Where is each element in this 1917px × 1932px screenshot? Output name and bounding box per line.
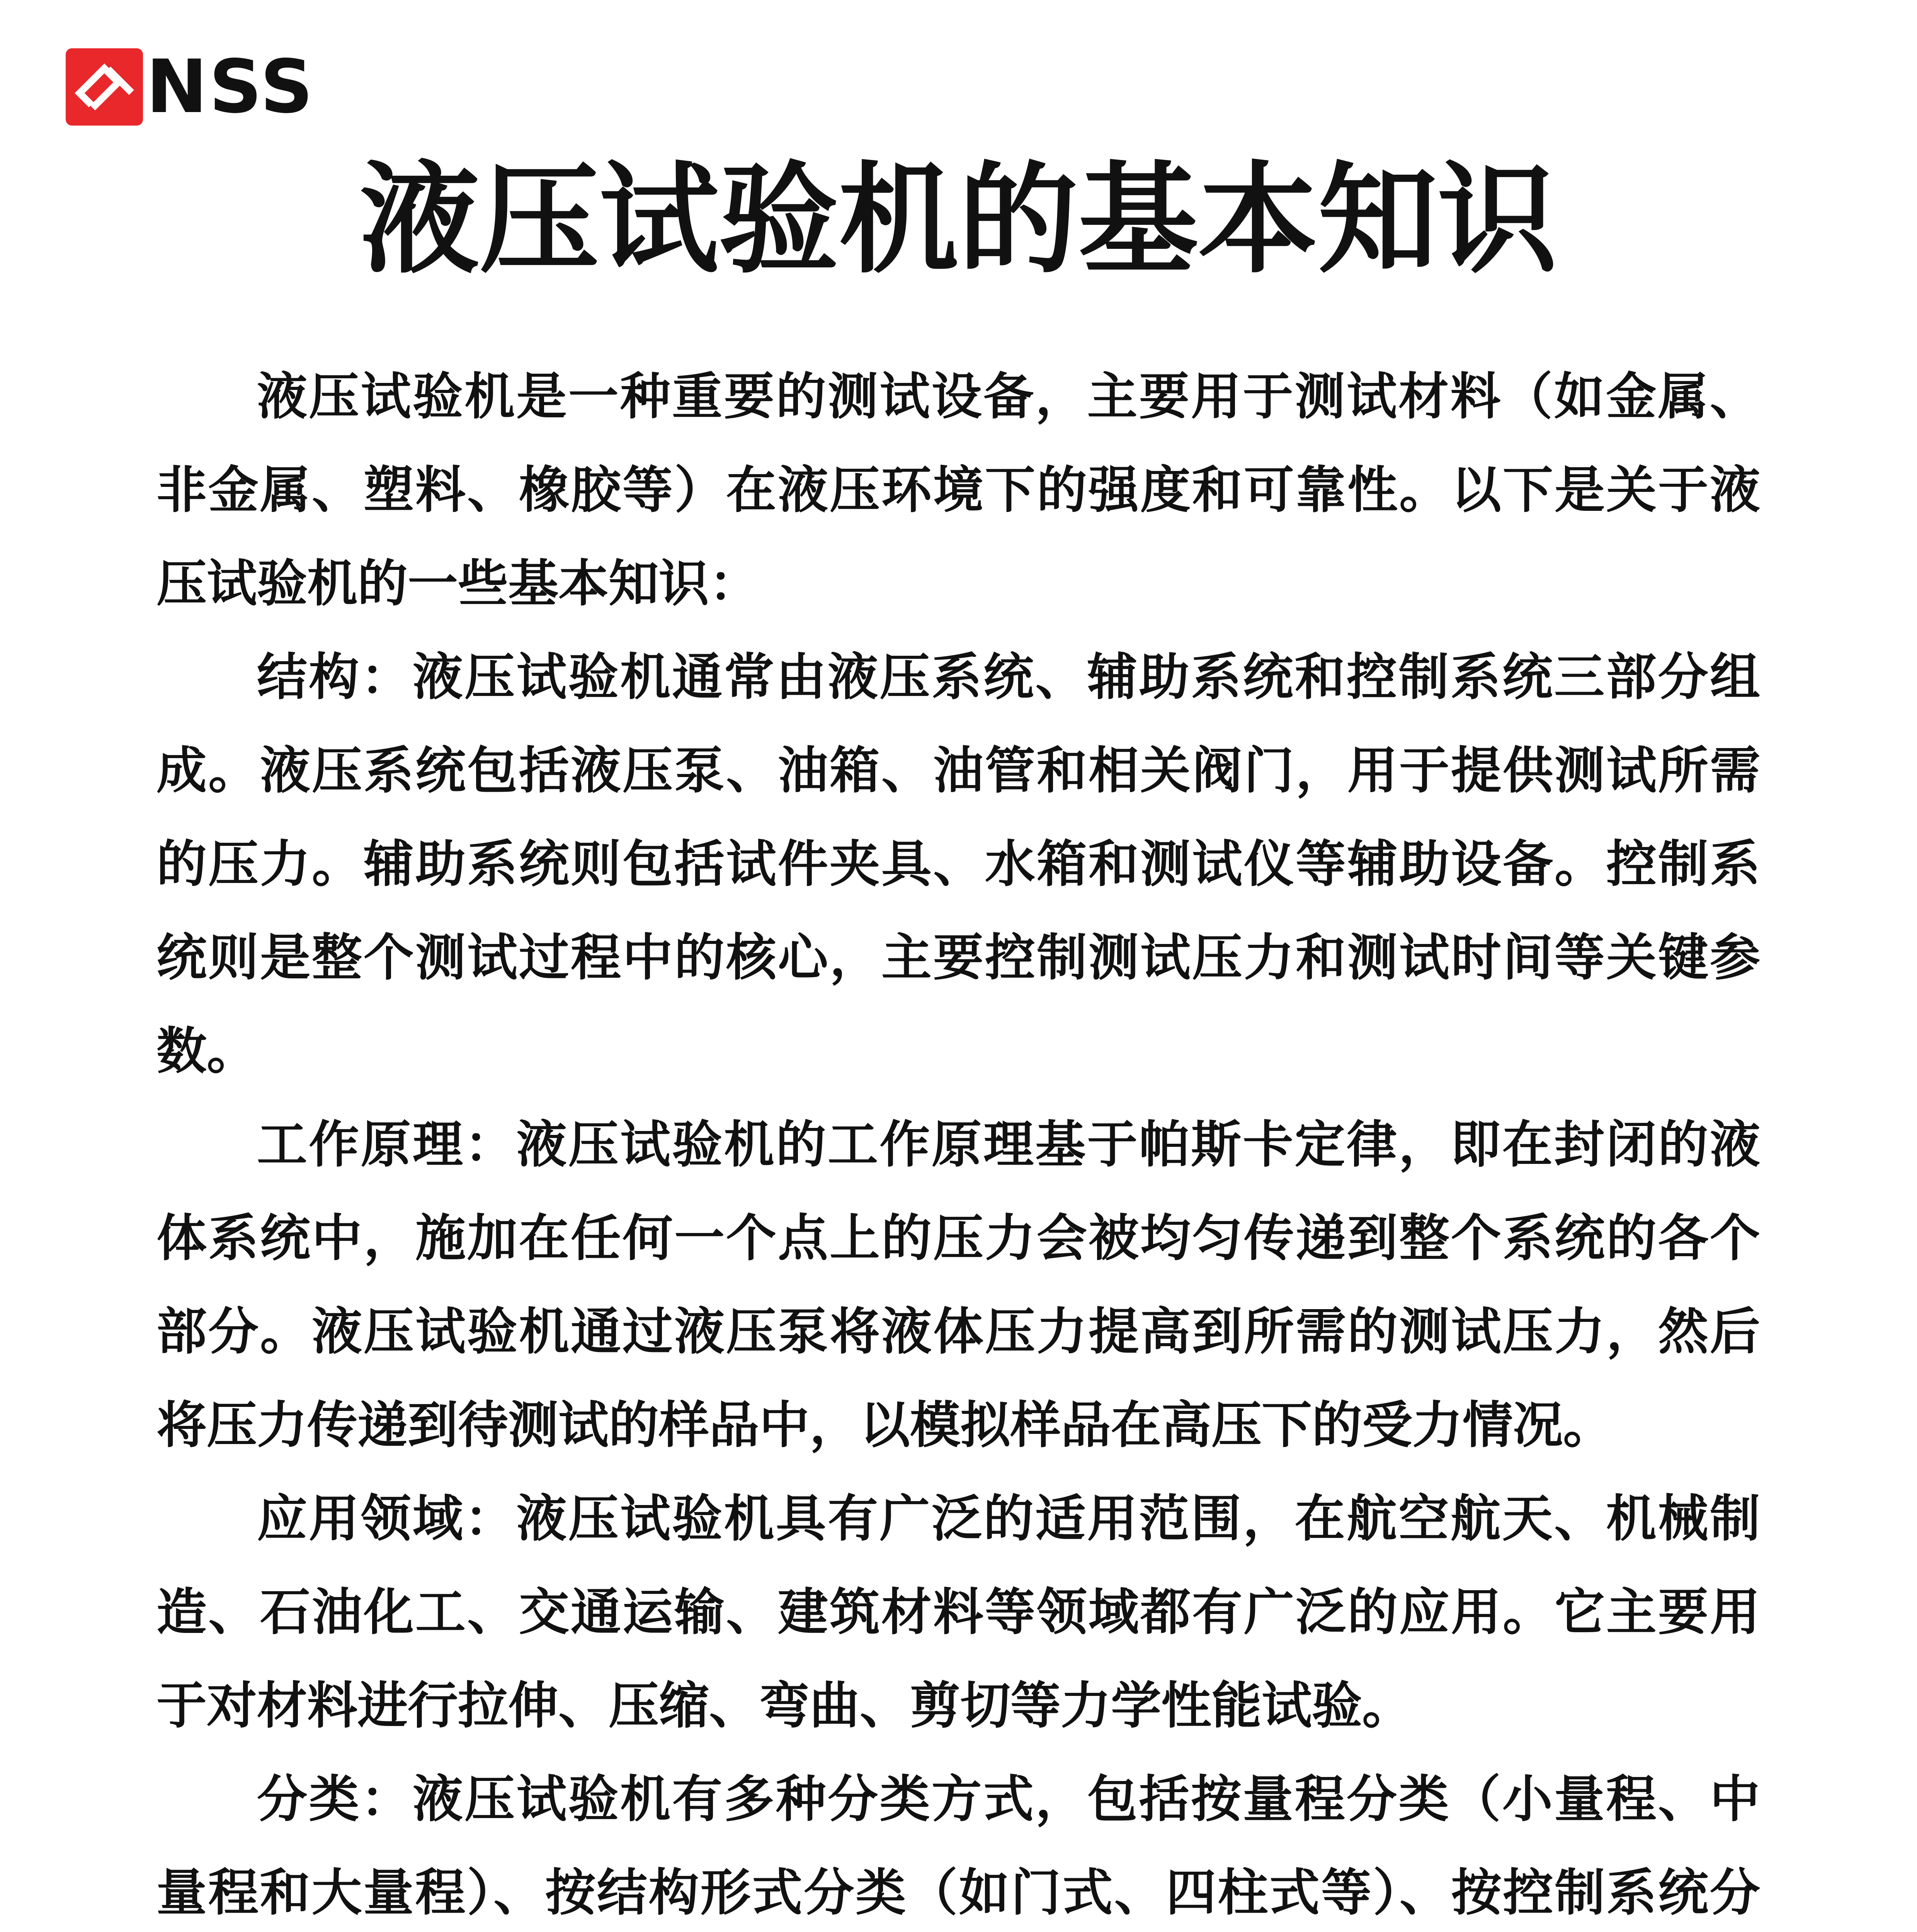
- structure-paragraph: 结构：液压试验机通常由液压系统、辅助系统和控制系统三部分组成。液压系统包括液压泵、油箱、油管和相关阀门，用于提供测试所需的压力。辅助系统则包括试件夹具、水箱和测试仪等辅助设备。控制系统则是整个测试过程中的核心，主要控制测试压力和测试时间等关键参数。: [156, 648, 1760, 1080]
- page-title: 液压试验机的基本知识: [359, 150, 1558, 290]
- brand-logo: [66, 44, 336, 129]
- working-principle-paragraph: 工作原理：液压试验机的工作原理基于帕斯卡定律，即在封闭的液体系统中，施加在任何一个点上的压力会被均匀传递到整个系统的各个部分。液压试验机通过液压泵将液体压力提高到所需的测试压力，然后将压力传递到待测试的样品中，以模拟样品在高压下的受力情况。: [156, 1115, 1760, 1454]
- nss-logo-icon: [66, 48, 143, 126]
- classification-paragraph: 分类：液压试验机有多种分类方式，包括按量程分类（小量程、中量程和大量程）、按结构形式分类（如门式、四柱式等）、按控制系统分: [156, 1770, 1760, 1922]
- article-body: [156, 350, 1760, 1932]
- intro-paragraph: 液压试验机是一种重要的测试设备，主要用于测试材料（如金属、非金属、塑料、橡胶等）在液压环境下的强度和可靠性。以下是关于液压试验机的一些基本知识：: [156, 367, 1760, 613]
- application-paragraph: 应用领域：液压试验机具有广泛的适用范围，在航空航天、机械制造、石油化工、交通运输、建筑材料等领域都有广泛的应用。它主要用于对材料进行拉伸、压缩、弯曲、剪切等力学性能试验。: [156, 1489, 1760, 1735]
- logo-text: NSS: [146, 44, 315, 129]
